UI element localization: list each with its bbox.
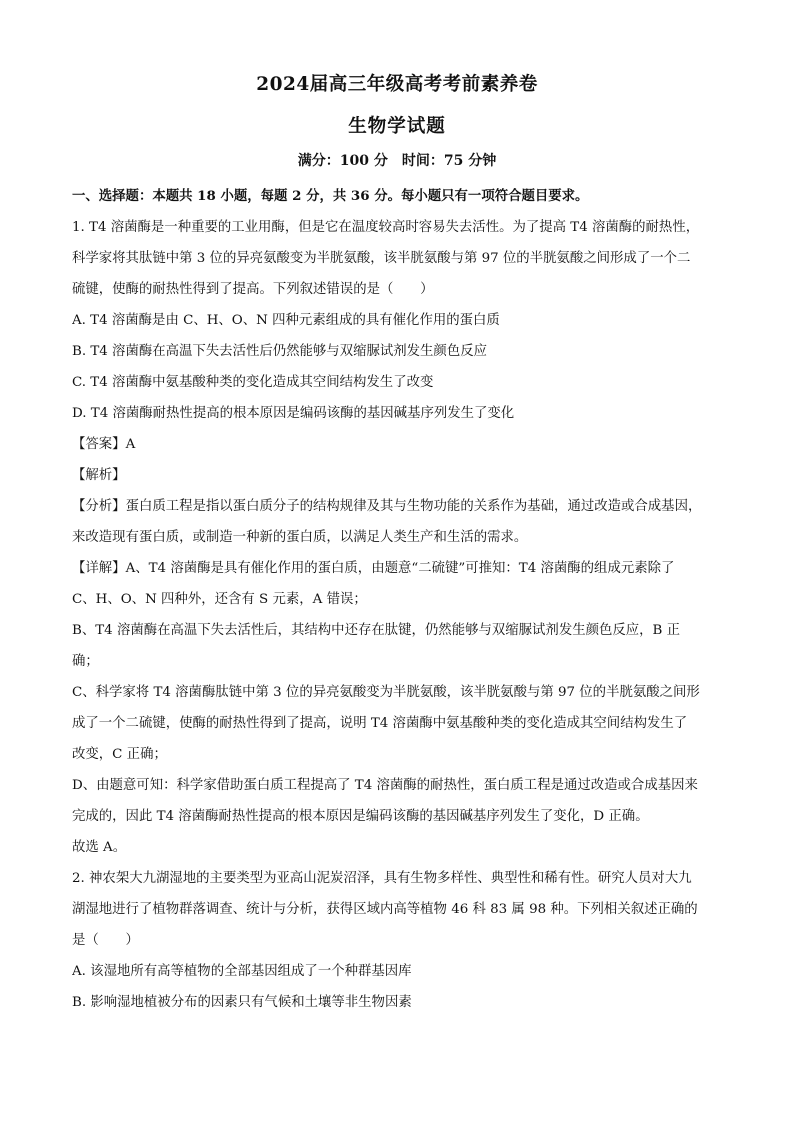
full-score: 满分：100 分 bbox=[297, 153, 388, 169]
q2-stem-line: 是（ ） bbox=[72, 933, 139, 948]
answer-value: A bbox=[125, 437, 136, 452]
exam-time: 时间：75 分钟 bbox=[401, 153, 497, 169]
q2-option-b: B. 影响湿地植被分布的因素只有气候和土壤等非生物因素 bbox=[72, 995, 412, 1010]
q1-xiangjie-line: 确； bbox=[72, 654, 99, 669]
answer-tag: 【答案】 bbox=[72, 437, 126, 452]
q1-xiangjie-line: 改变，C 正确； bbox=[72, 747, 167, 762]
q1-option-d: D. T4 溶菌酶耐热性提高的根本原因是编码该酶的基因碱基序列发生了变化 bbox=[72, 406, 515, 421]
document-body bbox=[72, 181, 722, 1018]
q1-xiangjie-line: D、由题意可知：科学家借助蛋白质工程提高了 T4 溶菌酶的耐热性，蛋白质工程是通过改造或合成基因来 bbox=[72, 778, 698, 793]
exam-meta bbox=[0, 150, 794, 170]
q1-stem-line: 硫键，使酶的耐热性得到了提高。下列叙述错误的是（ ） bbox=[72, 282, 434, 297]
q1-analysis-tag: 【解析】 bbox=[72, 468, 126, 483]
q2-option-a: A. 该湿地所有高等植物的全部基因组成了一个种群基因库 bbox=[72, 964, 412, 979]
q2-stem-line: 2. 神农架大九湖湿地的主要类型为亚高山泥炭沼泽，具有生物多样性、典型性和稀有性。研究人员对大九 bbox=[72, 871, 692, 886]
q2-stem-line: 湖湿地进行了植物群落调查、统计与分析，获得区域内高等植物 46 科 83 属 98 种。下列相关叙述正确的 bbox=[72, 902, 698, 917]
q1-fenxi-line bbox=[72, 491, 722, 522]
q1-stem-line: 科学家将其肽链中第 3 位的异亮氨酸变为半胱氨酸，该半胱氨酸与第 97 位的半胱氨酸之间形成了一个二 bbox=[72, 251, 691, 266]
fenxi-text: 蛋白质工程是指以蛋白质分子的结构规律及其与生物功能的关系作为基础，通过改造或合成基因， bbox=[125, 499, 702, 514]
section-heading: 一、选择题：本题共 18 小题，每题 2 分，共 36 分。每小题只有一项符合题目要求。 bbox=[72, 188, 589, 204]
exam-title: 2024届高三年级高考考前素养卷 bbox=[256, 74, 538, 95]
q1-xiangjie-line: 成了一个二硫键，使酶的耐热性得到了提高，说明 T4 溶菌酶中氨基酸种类的变化造成其空间结构发生了 bbox=[72, 716, 688, 731]
q1-answer bbox=[72, 429, 722, 460]
q1-option-b: B. T4 溶菌酶在高温下失去活性后仍然能够与双缩脲试剂发生颜色反应 bbox=[72, 344, 487, 359]
q1-xiangjie-line bbox=[72, 553, 722, 584]
q1-xiangjie-line: B、T4 溶菌酶在高温下失去活性后，其结构中还存在肽键，仍然能够与双缩脲试剂发生颜色反应，B 正 bbox=[72, 623, 681, 638]
q1-xiangjie-line: C、H、O、N 四种外，还含有 S 元素，A 错误； bbox=[72, 592, 367, 607]
q1-option-c: C. T4 溶菌酶中氨基酸种类的变化造成其空间结构发生了改变 bbox=[72, 375, 434, 390]
q1-xiangjie-line: 故选 A。 bbox=[72, 840, 127, 855]
fenxi-tag: 【分析】 bbox=[72, 499, 126, 514]
q1-xiangjie-line: 完成的，因此 T4 溶菌酶耐热性提高的根本原因是编码该酶的基因碱基序列发生了变化，D 正确。 bbox=[72, 809, 649, 824]
q1-xiangjie-line: C、科学家将 T4 溶菌酶肽链中第 3 位的异亮氨酸变为半胱氨酸，该半胱氨酸与第 97 位的半胱氨酸之间形 bbox=[72, 685, 700, 700]
q1-fenxi-line: 来改造现有蛋白质，或制造一种新的蛋白质，以满足人类生产和生活的需求。 bbox=[72, 530, 528, 545]
q1-stem-line: 1. T4 溶菌酶是一种重要的工业用酶，但是它在温度较高时容易失去活性。为了提高 T4 溶菌酶的耐热性， bbox=[72, 220, 700, 235]
exam-subtitle: 生物学试题 bbox=[348, 116, 446, 137]
q1-option-a: A. T4 溶菌酶是由 C、H、O、N 四种元素组成的具有催化作用的蛋白质 bbox=[72, 313, 500, 328]
xiangjie-tag: 【详解】 bbox=[72, 561, 126, 576]
xiangjie-text: A、T4 溶菌酶是具有催化作用的蛋白质，由题意“二硫键”可推知：T4 溶菌酶的组成元素除了 bbox=[125, 561, 675, 576]
